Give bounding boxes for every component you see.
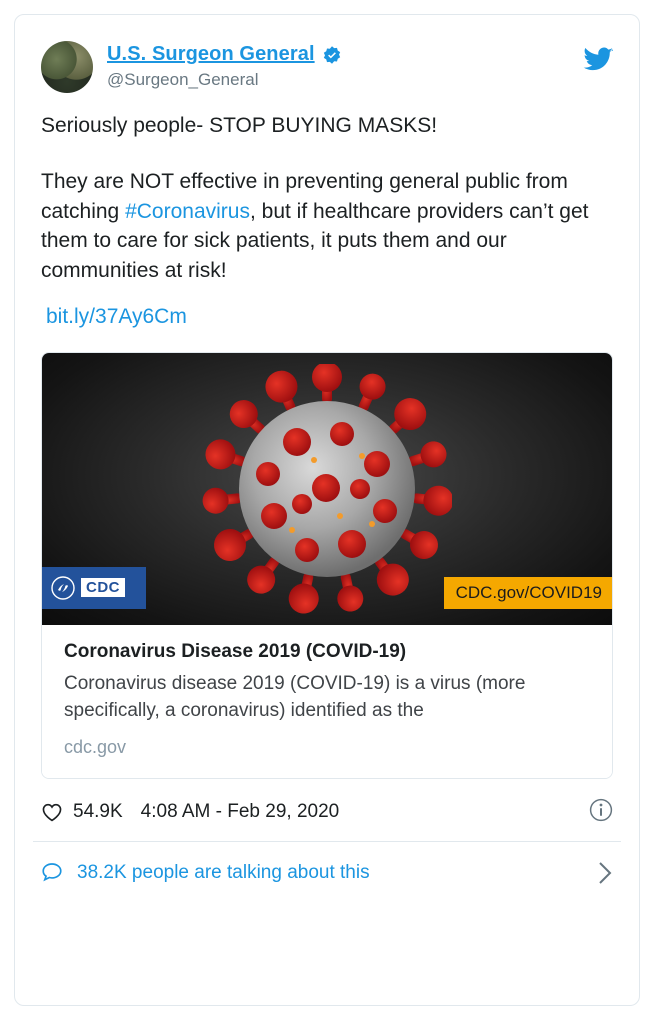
cdc-badge-label: CDC xyxy=(81,578,125,597)
tweet-paragraph-1: Seriously people- STOP BUYING MASKS! xyxy=(41,114,438,137)
tweet-paragraph-2-part1: They are NOT effective in preventing general public from catching xyxy=(41,169,568,223)
twitter-bird-icon[interactable] xyxy=(583,47,613,73)
chevron-right-icon[interactable] xyxy=(597,860,613,886)
hhs-seal-icon xyxy=(51,576,75,600)
like-count: 54.9K xyxy=(73,800,123,822)
author-block xyxy=(107,41,342,90)
card-preview-image xyxy=(42,353,612,625)
link-preview-card[interactable] xyxy=(41,352,613,779)
heart-icon[interactable] xyxy=(41,802,63,822)
talking-about-bar[interactable] xyxy=(15,842,639,904)
avatar[interactable] xyxy=(41,41,93,93)
cdc-url-badge: CDC.gov/COVID19 xyxy=(444,577,612,609)
name-row xyxy=(107,43,342,66)
card-domain: cdc.gov xyxy=(64,736,127,757)
author-display-name[interactable]: U.S. Surgeon General xyxy=(107,43,315,65)
card-text-block xyxy=(42,625,612,778)
cdc-logo xyxy=(42,567,146,609)
author-handle: @Surgeon_General xyxy=(107,70,259,89)
card-title: Coronavirus Disease 2019 (COVID-19) xyxy=(64,640,407,662)
tweet-text xyxy=(15,93,639,332)
info-icon[interactable] xyxy=(589,798,613,822)
tweet-link-line xyxy=(41,302,613,332)
tweet-card xyxy=(14,14,640,1006)
tweet-header xyxy=(15,15,639,93)
like-group[interactable] xyxy=(41,801,123,823)
speech-bubble-icon xyxy=(41,862,63,883)
hashtag-coronavirus[interactable]: #Coronavirus xyxy=(125,199,250,223)
coronavirus-illustration xyxy=(202,364,452,614)
tweet-paragraph-2 xyxy=(41,167,613,286)
talking-about-label: 38.2K people are talking about this xyxy=(77,861,370,883)
card-description: Coronavirus disease 2019 (COVID-19) is a virus (more specifically, a coronavirus) identified as the xyxy=(64,672,526,721)
tweet-timestamp[interactable]: 4:08 AM - Feb 29, 2020 xyxy=(140,800,340,822)
tweet-shortlink[interactable]: bit.ly/37Ay6Cm xyxy=(46,305,187,329)
verified-badge-icon xyxy=(322,45,342,65)
tweet-footer xyxy=(15,779,639,841)
tweet-paragraph-2-part2: , but if healthcare providers can’t get them to care for sick patients, it puts them and our communities at risk! xyxy=(41,199,589,283)
